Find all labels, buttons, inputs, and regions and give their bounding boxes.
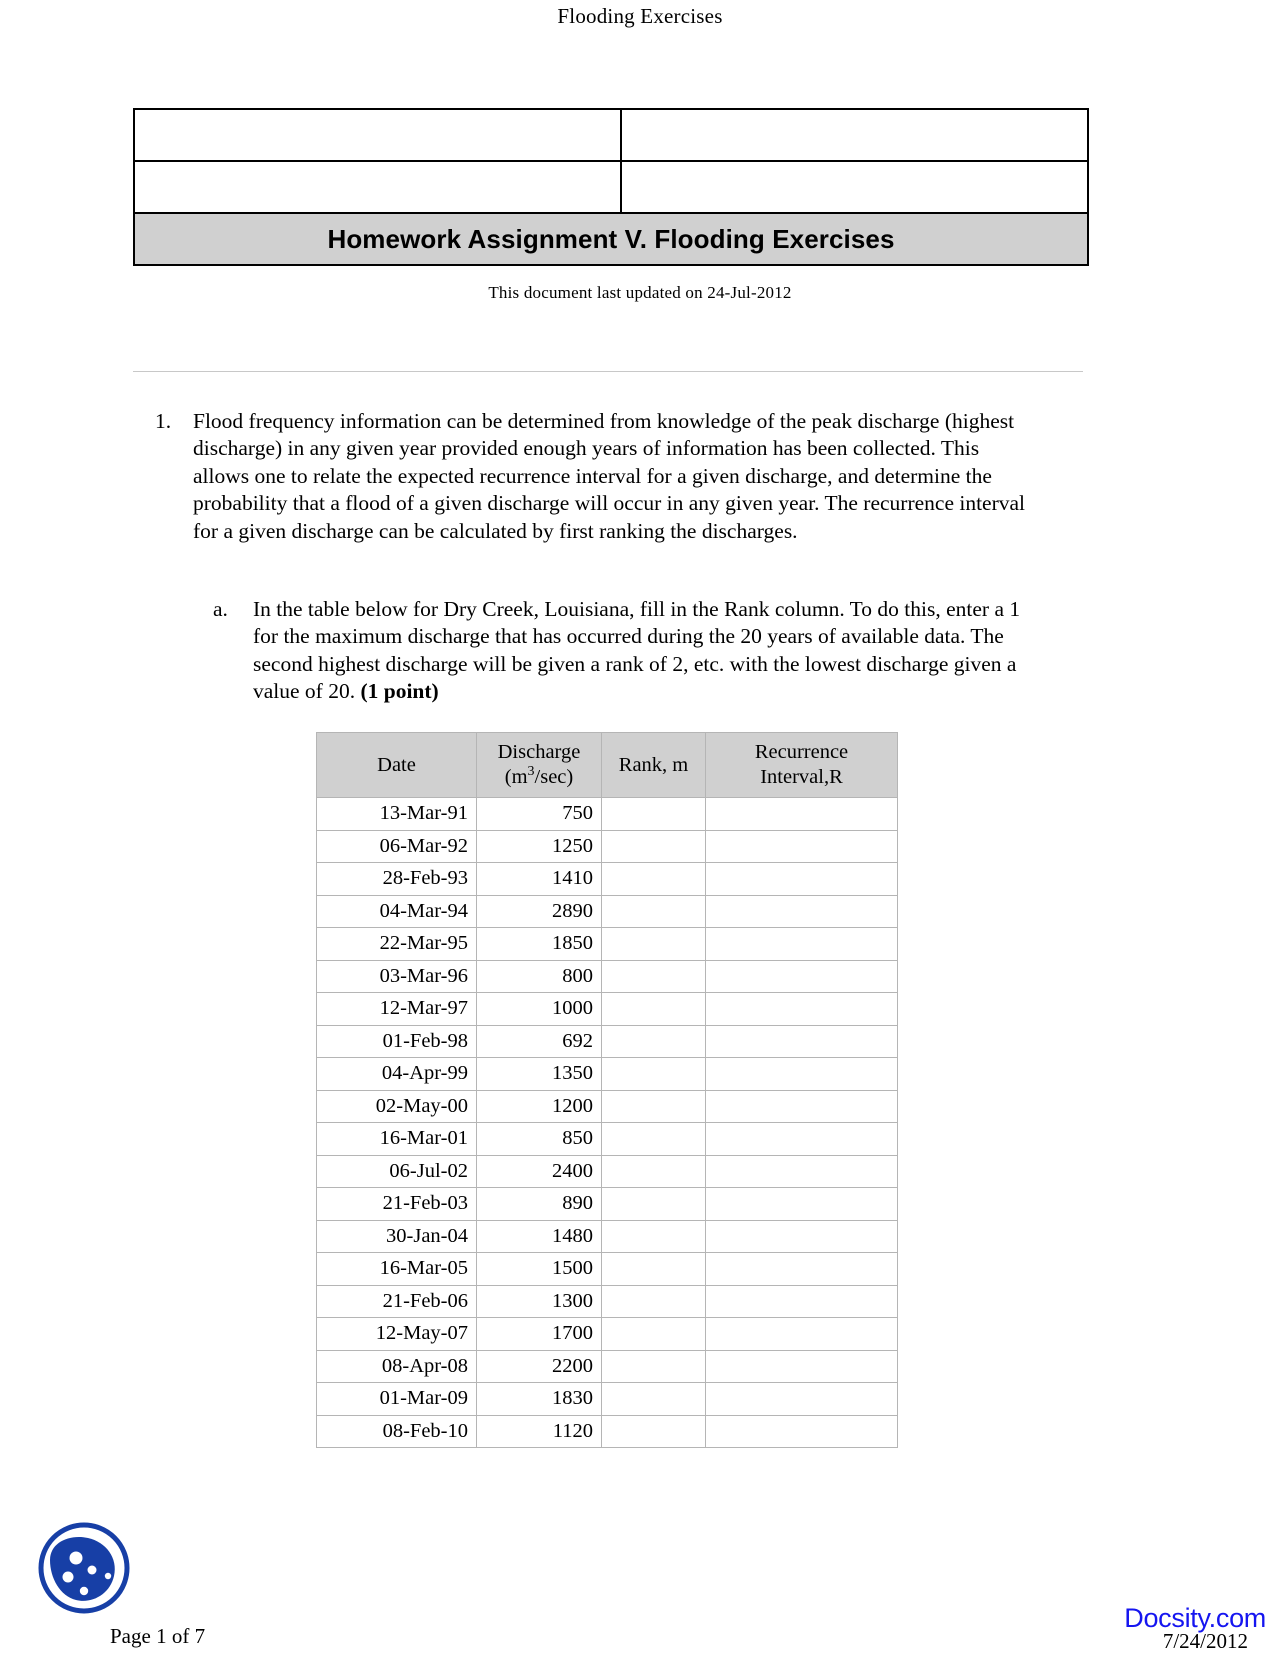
cell-recurrence-input[interactable] <box>706 863 898 896</box>
question-text: Flood frequency information can be determined from knowledge of the peak discharge (highest discharge) in any given year provided enough years of information has been collected. This allows one to relate the expected recurrence interval for a given discharge, and determine the probability that a flood of a given discharge will occur in any given year. The recurrence interval for a given discharge can be calculated by first ranking the discharges. <box>193 409 1026 543</box>
cell-date: 08-Apr-08 <box>317 1350 477 1383</box>
points-label: (1 point) <box>360 679 439 704</box>
table-row <box>317 960 898 993</box>
table-row <box>317 830 898 863</box>
discharge-header-unit-suffix: /sec) <box>534 766 574 788</box>
footer-date: 7/24/2012 <box>1162 1629 1248 1653</box>
title-block-cell-empty <box>134 109 621 161</box>
cell-rank-input[interactable] <box>602 993 706 1026</box>
table-row <box>317 1155 898 1188</box>
question-item-1a <box>213 596 1043 706</box>
cell-date: 06-Mar-92 <box>317 830 477 863</box>
cell-recurrence-input[interactable] <box>706 1318 898 1351</box>
table-row <box>317 1383 898 1416</box>
column-header-rank: Rank, m <box>602 733 706 798</box>
cell-discharge: 2400 <box>477 1155 602 1188</box>
cell-discharge: 890 <box>477 1188 602 1221</box>
cell-rank-input[interactable] <box>602 1090 706 1123</box>
title-block-table <box>133 108 1089 266</box>
table-row <box>317 993 898 1026</box>
cell-recurrence-input[interactable] <box>706 1188 898 1221</box>
cell-discharge: 1000 <box>477 993 602 1026</box>
cell-rank-input[interactable] <box>602 1285 706 1318</box>
table-row <box>317 895 898 928</box>
cell-recurrence-input[interactable] <box>706 1383 898 1416</box>
cell-recurrence-input[interactable] <box>706 1025 898 1058</box>
cell-discharge: 850 <box>477 1123 602 1156</box>
cell-discharge: 1250 <box>477 830 602 863</box>
cell-rank-input[interactable] <box>602 1383 706 1416</box>
cell-recurrence-input[interactable] <box>706 1090 898 1123</box>
column-header-discharge <box>477 733 602 798</box>
docsity-brand-link[interactable]: Docsity.com <box>1124 1603 1266 1633</box>
cell-recurrence-input[interactable] <box>706 798 898 831</box>
question-item-1 <box>155 408 1035 545</box>
table-row <box>317 1123 898 1156</box>
cell-discharge: 1120 <box>477 1415 602 1448</box>
cell-discharge: 1200 <box>477 1090 602 1123</box>
cell-date: 08-Feb-10 <box>317 1415 477 1448</box>
table-row <box>317 798 898 831</box>
last-updated-text: This document last updated on 24-Jul-2012 <box>488 283 792 302</box>
cell-rank-input[interactable] <box>602 1415 706 1448</box>
assignment-title: Homework Assignment V. Flooding Exercises <box>134 213 1088 265</box>
column-header-date: Date <box>317 733 477 798</box>
cell-recurrence-input[interactable] <box>706 1253 898 1286</box>
title-block-cell-empty <box>621 161 1088 213</box>
cell-discharge: 1850 <box>477 928 602 961</box>
cell-date: 04-Mar-94 <box>317 895 477 928</box>
cell-rank-input[interactable] <box>602 863 706 896</box>
cell-date: 03-Mar-96 <box>317 960 477 993</box>
cell-date: 30-Jan-04 <box>317 1220 477 1253</box>
table-row <box>317 1220 898 1253</box>
cell-recurrence-input[interactable] <box>706 830 898 863</box>
column-header-recurrence <box>706 733 898 798</box>
cell-recurrence-input[interactable] <box>706 1415 898 1448</box>
table-row <box>317 1415 898 1448</box>
cell-recurrence-input[interactable] <box>706 928 898 961</box>
title-block-cell-empty <box>621 109 1088 161</box>
cell-recurrence-input[interactable] <box>706 1220 898 1253</box>
page-number-label: Page 1 of 7 <box>110 1624 206 1648</box>
cell-recurrence-input[interactable] <box>706 1285 898 1318</box>
title-block-row <box>134 109 1088 161</box>
cell-discharge: 1500 <box>477 1253 602 1286</box>
cell-date: 04-Apr-99 <box>317 1058 477 1091</box>
cell-date: 21-Feb-03 <box>317 1188 477 1221</box>
recurrence-header-line1: Recurrence <box>754 741 849 763</box>
docsity-cookie-logo <box>36 1520 132 1616</box>
question-number: 1. <box>155 409 172 433</box>
recurrence-header-line2: Interval,R <box>760 766 843 788</box>
table-row <box>317 1285 898 1318</box>
title-block-row <box>134 161 1088 213</box>
cell-discharge: 1350 <box>477 1058 602 1091</box>
cell-discharge: 1480 <box>477 1220 602 1253</box>
table-header-row <box>317 733 898 798</box>
cell-discharge: 692 <box>477 1025 602 1058</box>
cell-date: 12-Mar-97 <box>317 993 477 1026</box>
table-row <box>317 1318 898 1351</box>
cell-recurrence-input[interactable] <box>706 1155 898 1188</box>
cell-date: 06-Jul-02 <box>317 1155 477 1188</box>
cell-discharge: 1700 <box>477 1318 602 1351</box>
table-row <box>317 1188 898 1221</box>
title-banner-row <box>134 213 1088 265</box>
table-row <box>317 1350 898 1383</box>
table-row <box>317 1253 898 1286</box>
question-text-wrapper <box>253 596 1043 706</box>
table-row <box>317 1090 898 1123</box>
cell-rank-input[interactable] <box>602 960 706 993</box>
cell-rank-input[interactable] <box>602 798 706 831</box>
cell-rank-input[interactable] <box>602 830 706 863</box>
question-text: In the table below for Dry Creek, Louisiana, fill in the Rank column. To do this, enter a 1 for the maximum discharge that has occurred during the 20 years of available data. The second highest discharge will be given a rank of 2, etc. with the lowest discharge given a value of 20. <box>253 597 1021 704</box>
discharge-header-unit-exponent: 3 <box>527 764 535 780</box>
cell-rank-input[interactable] <box>602 1350 706 1383</box>
cell-rank-input[interactable] <box>602 1123 706 1156</box>
table-row <box>317 863 898 896</box>
cell-discharge: 2200 <box>477 1350 602 1383</box>
question-number: a. <box>213 597 228 621</box>
cell-rank-input[interactable] <box>602 1058 706 1091</box>
cell-date: 02-May-00 <box>317 1090 477 1123</box>
cell-recurrence-input[interactable] <box>706 1058 898 1091</box>
cell-rank-input[interactable] <box>602 1253 706 1286</box>
cell-rank-input[interactable] <box>602 1188 706 1221</box>
table-row <box>317 1058 898 1091</box>
cell-date: 22-Mar-95 <box>317 928 477 961</box>
cell-date: 13-Mar-91 <box>317 798 477 831</box>
cell-discharge: 2890 <box>477 895 602 928</box>
cell-date: 21-Feb-06 <box>317 1285 477 1318</box>
cell-discharge: 800 <box>477 960 602 993</box>
cell-date: 16-Mar-01 <box>317 1123 477 1156</box>
cell-date: 28-Feb-93 <box>317 863 477 896</box>
cell-discharge: 1300 <box>477 1285 602 1318</box>
discharge-data-table <box>316 732 898 1448</box>
discharge-header-line1: Discharge <box>497 741 581 763</box>
cell-rank-input[interactable] <box>602 1025 706 1058</box>
cell-rank-input[interactable] <box>602 928 706 961</box>
cell-date: 12-May-07 <box>317 1318 477 1351</box>
table-row <box>317 1025 898 1058</box>
title-block-cell-empty <box>134 161 621 213</box>
cell-date: 01-Mar-09 <box>317 1383 477 1416</box>
horizontal-divider <box>133 371 1083 372</box>
cell-recurrence-input[interactable] <box>706 993 898 1026</box>
cell-recurrence-input[interactable] <box>706 1123 898 1156</box>
cell-recurrence-input[interactable] <box>706 1350 898 1383</box>
cell-rank-input[interactable] <box>602 895 706 928</box>
cell-recurrence-input[interactable] <box>706 960 898 993</box>
cell-discharge: 1410 <box>477 863 602 896</box>
cell-rank-input[interactable] <box>602 1155 706 1188</box>
cell-rank-input[interactable] <box>602 1318 706 1351</box>
discharge-header-unit-prefix: (m <box>504 766 528 788</box>
cell-rank-input[interactable] <box>602 1220 706 1253</box>
cell-discharge: 1830 <box>477 1383 602 1416</box>
cell-recurrence-input[interactable] <box>706 895 898 928</box>
table-row <box>317 928 898 961</box>
cell-date: 01-Feb-98 <box>317 1025 477 1058</box>
cell-discharge: 750 <box>477 798 602 831</box>
running-header-title: Flooding Exercises <box>557 4 723 28</box>
cell-date: 16-Mar-05 <box>317 1253 477 1286</box>
